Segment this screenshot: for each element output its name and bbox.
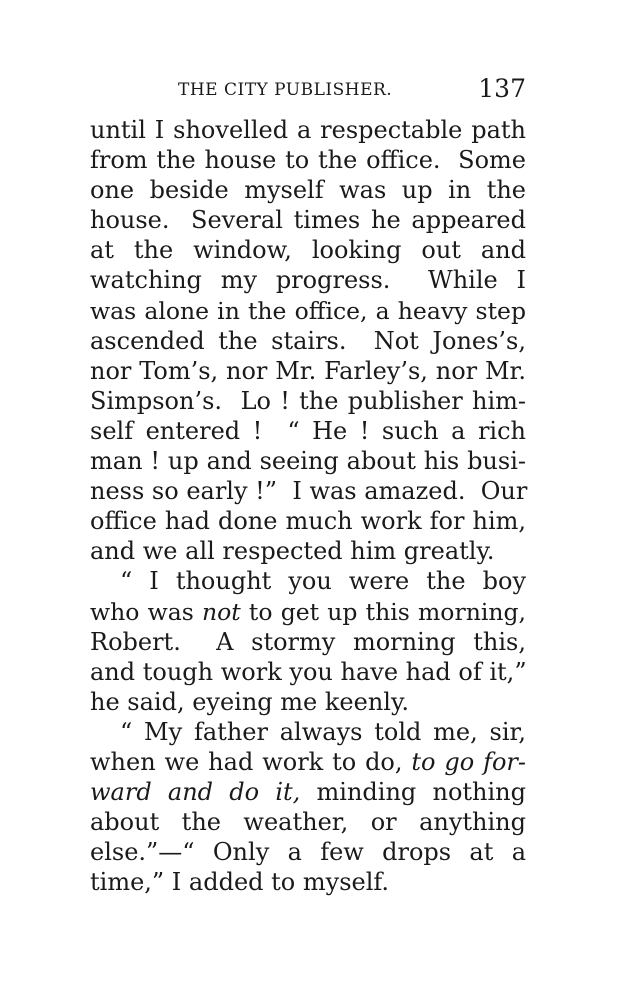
text-segment: “ My father always told me, sir, <box>120 717 526 746</box>
text-segment: “ I thought you were the boy <box>120 567 526 596</box>
text-segment: ascended the stairs. Not Jones’s, <box>90 326 526 355</box>
text-segment: nor Tom’s, nor Mr. Farley’s, nor Mr. <box>90 356 526 385</box>
text-line <box>90 145 526 175</box>
text-segment: office had done much work for him, <box>90 507 526 536</box>
body-text <box>90 115 526 897</box>
text-line <box>90 536 526 566</box>
text-line <box>90 837 526 867</box>
text-line <box>90 717 526 747</box>
text-segment: about the weather, or anything <box>90 808 526 837</box>
text-line <box>90 747 526 777</box>
text-line <box>90 115 526 145</box>
text-line <box>90 867 526 897</box>
text-line <box>90 807 526 837</box>
text-segment: minding nothing <box>300 778 526 807</box>
text-segment: self entered ! “ He ! such a rich <box>90 416 526 445</box>
text-line <box>90 356 526 386</box>
text-segment: when we had work to do, <box>90 747 412 776</box>
italic-text: not <box>201 597 241 626</box>
text-segment: Simpson’s. Lo ! the publisher him- <box>90 386 526 415</box>
text-segment: he said, eyeing me keenly. <box>90 687 409 716</box>
text-segment: and tough work you have had of it,” <box>90 657 527 686</box>
text-segment: was alone in the office, a heavy step <box>90 296 526 325</box>
text-line <box>90 506 526 536</box>
text-segment: until I shovelled a respectable path <box>90 116 526 144</box>
text-line <box>90 597 526 627</box>
text-line <box>90 476 526 506</box>
text-line <box>90 296 526 326</box>
text-line <box>90 446 526 476</box>
text-segment: to get up this morning, <box>240 597 526 626</box>
text-line <box>90 326 526 356</box>
text-line <box>90 265 526 295</box>
page-number: 137 <box>478 74 526 103</box>
text-line <box>90 566 526 596</box>
text-segment: and we all respected him greatly. <box>90 537 495 566</box>
italic-text: to go for- <box>411 747 526 776</box>
text-line <box>90 235 526 265</box>
text-segment: watching my progress. While I <box>90 266 526 295</box>
text-line <box>90 416 526 446</box>
text-segment: man ! up and seeing about his busi- <box>90 447 526 476</box>
text-segment: one beside myself was up in the <box>90 176 526 205</box>
text-segment: ness so early !” I was amazed. Our <box>90 477 528 506</box>
text-line <box>90 627 526 657</box>
text-segment: who was <box>90 597 202 626</box>
text-segment: Robert. A stormy morning this, <box>90 627 526 656</box>
text-segment: from the house to the office. Some <box>90 146 526 175</box>
text-segment: at the window, looking out and <box>90 236 526 265</box>
text-line <box>90 687 526 717</box>
text-line <box>90 205 526 235</box>
text-segment: house. Several times he appeared <box>90 206 526 235</box>
text-segment: else.”—“ Only a few drops at a <box>90 838 526 867</box>
running-head <box>90 74 526 104</box>
text-segment: time,” I added to myself. <box>90 868 390 897</box>
text-line <box>90 777 526 807</box>
running-title: THE CITY PUBLISHER. <box>178 80 393 100</box>
text-line <box>90 386 526 416</box>
text-line <box>90 657 526 687</box>
italic-text: ward and do it, <box>90 778 301 807</box>
text-line <box>90 175 526 205</box>
